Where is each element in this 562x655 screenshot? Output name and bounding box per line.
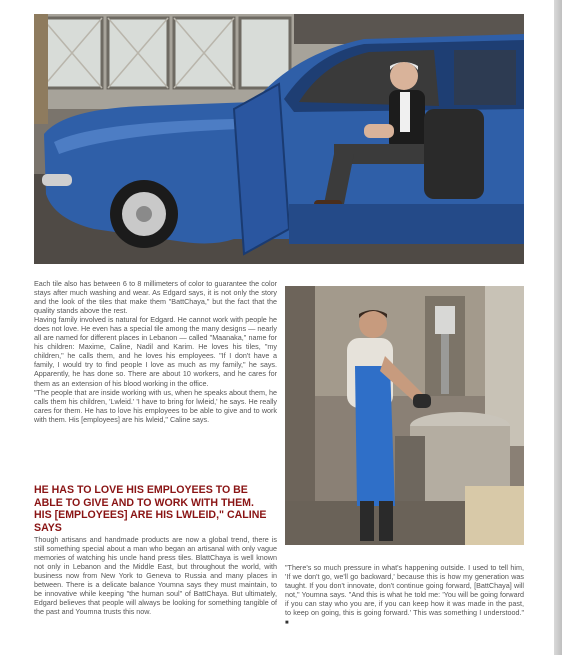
right-photo-worker [285, 286, 524, 545]
pull-quote: HE HAS TO LOVE HIS EMPLOYEES TO BE ABLE TO GIVE AND TO WORK WITH THEM. HIS [EMPLOYEES] ARE HIS LWLEID," CALINE SAYS [34, 484, 267, 534]
worker-photo-illustration [285, 286, 524, 545]
left-column-paragraph: Each tile also has between 6 to 8 millimeters of color to guarantee the color stays after much washing and wear. As Edgard says, it is not only the story and the look of the tiles that make them "BattChaya," but the fact that the quality stands above the rest. Having family involved is natural for Edgard. He cannot work with people he does not love. He even has a special tile among the many designs — nearly all are named for different places in Lebanon — called "Maanaka," name for his children: Maxime, Caline, Nadil and Karim. He loves his tiles, "my children," he calls them, and he loves his employees. "If I don't have a family, I would try to find people I love as much as my family," he says. Apparently, he has done so. There are about 10 workers, and he cares for them as an extension of his blood working in the office. "The people that are inside working with us, when he speaks about them, he calls them his children, 'Lwleid.' 'I have to bring for lwleid,' he says. He really cares for them. He has to love his employees to be able to give and to work with them. His [employees] are his lwleid," Caline says. [34, 279, 277, 424]
left-column-body [34, 279, 277, 424]
left-column-paragraph-2: Though artisans and handmade products are now a global trend, there is still something special about a man who began an artisanal with only vague memories of watching his uncle hand press tiles. BlattChaya is well known not only in Lebanon and the Middle East, but throughout the world, with business now from New York to Geneva to Russia and many places in between. There is a delicate balance Youmna says they must maintain, to be innovative while keeping "the human soul" of BattChaya. But ultimately, Edgard believes that people will always be looking for something tangible of the past and Youmna trusts this now. [34, 535, 277, 617]
right-column-text: "There's so much pressure in what's happening outside. I used to tell him, 'If we don't go, we'll go backward,' because this is how my generation was taught. If you don't innovate, don't continue going forward, [BattChaya] will not," Youmna says. "And this is what he told me: 'You will be going forward if you can stay who you are, if you can keep how it was made in the past, to keep on going, this is going forward.' This was something I understood." [285, 563, 524, 618]
left-column-body-2 [34, 535, 277, 616]
car-photo-illustration [34, 14, 524, 264]
top-photo-car [34, 14, 524, 264]
right-column-body [285, 563, 524, 628]
end-mark: ■ [285, 620, 289, 627]
page-edge-shadow [554, 0, 562, 655]
right-column-paragraph [285, 563, 524, 628]
